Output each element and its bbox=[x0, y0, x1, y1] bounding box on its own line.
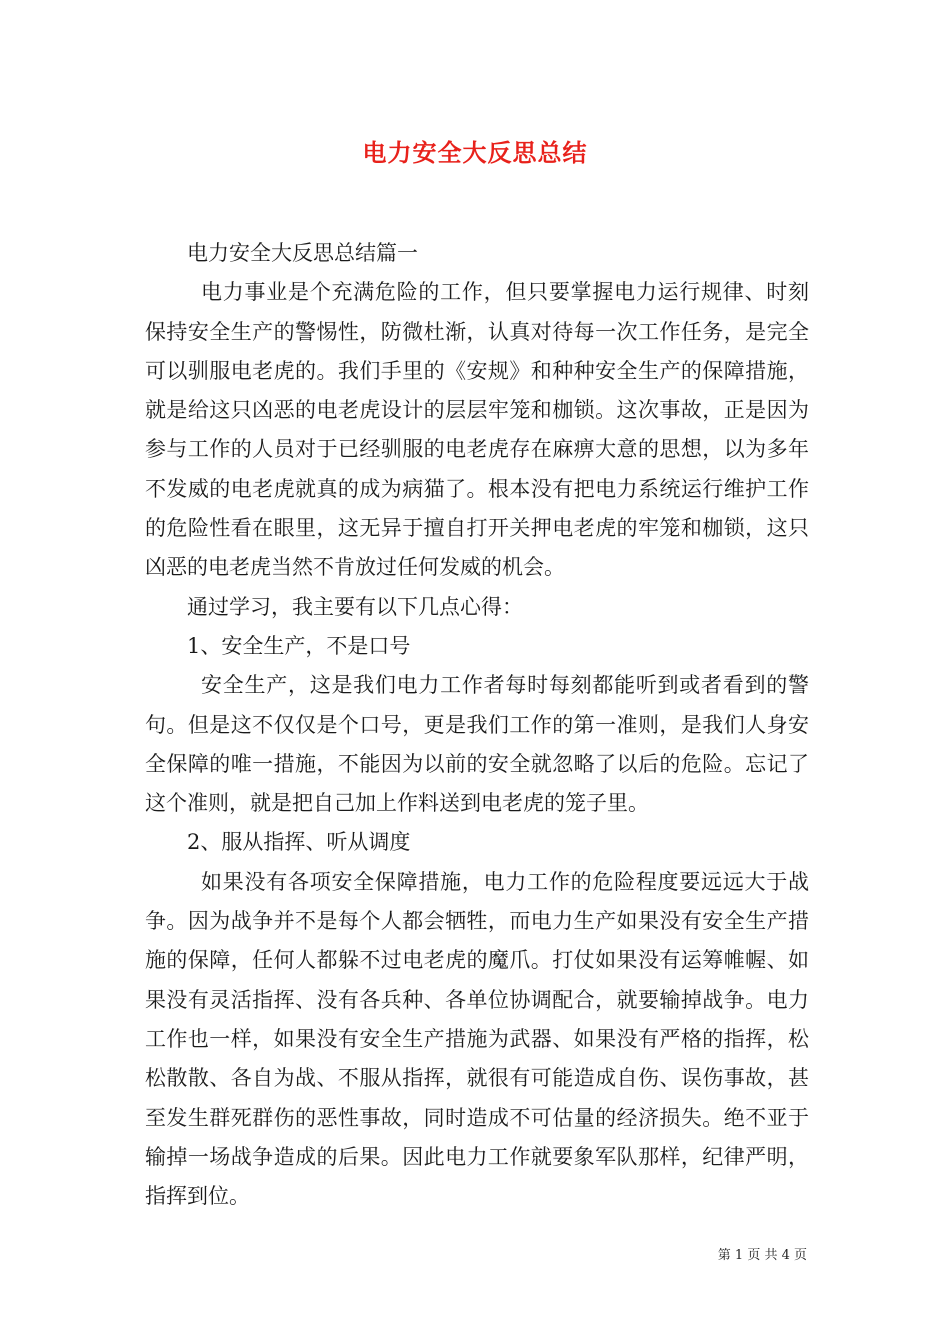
paragraph: 通过学习，我主要有以下几点心得： bbox=[187, 594, 523, 619]
paragraph: 电力事业是个充满危险的工作，但只要掌握电力运行规律、时刻保持安全生产的警惕性，防微杜渐，认真对待每一次工作任务，是完全可以驯服电老虎的。我们手里的《安规》和种种安全生产的保障措施，就是给这只凶恶的电老虎设计的层层牢笼和枷锁。这次事故，正是因为参与工作的人员对于已经驯服的电老虎存在麻痹大意的思想，以为多年不发威的电老虎就真的成为病猫了。根本没有把电力系统运行维护工作的危险性看在眼里，这无异于擅自打开关押电老虎的牢笼和枷锁，这只凶恶的电老虎当然不肯放过任何发威的机会。 bbox=[145, 280, 809, 580]
list-heading: 2、服从指挥、听从调度 bbox=[187, 830, 411, 855]
page-title: 电力安全大反思总结 bbox=[362, 138, 588, 167]
section-heading: 电力安全大反思总结篇一 bbox=[187, 241, 418, 265]
document-body bbox=[145, 234, 809, 1216]
page-number-footer: 第 1 页 共 4 页 bbox=[717, 1248, 807, 1263]
paragraph: 安全生产，这是我们电力工作者每时每刻都能听到或者看到的警句。但是这不仅仅是个口号，更是我们工作的第一准则，是我们人身安全保障的唯一措施，不能因为以前的安全就忽略了以后的危险。忘记了这个准则，就是把自己加上作料送到电老虎的笼子里。 bbox=[145, 673, 809, 816]
list-heading: 1、安全生产，不是口号 bbox=[187, 633, 411, 658]
paragraph: 如果没有各项安全保障措施，电力工作的危险程度要远远大于战争。因为战争并不是每个人都会牺牲，而电力生产如果没有安全生产措施的保障，任何人都躲不过电老虎的魔爪。打仗如果没有运筹帷幄、如果没有灵活指挥、没有各兵种、各单位协调配合，就要输掉战争。电力工作也一样，如果没有安全生产措施为武器、如果没有严格的指挥，松松散散、各自为战、不服从指挥，就很有可能造成自伤、误伤事故，甚至发生群死群伤的恶性事故，同时造成不可估量的经济损失。绝不亚于输掉一场战争造成的后果。因此电力工作就要象军队那样，纪律严明，指挥到位。 bbox=[145, 869, 809, 1209]
